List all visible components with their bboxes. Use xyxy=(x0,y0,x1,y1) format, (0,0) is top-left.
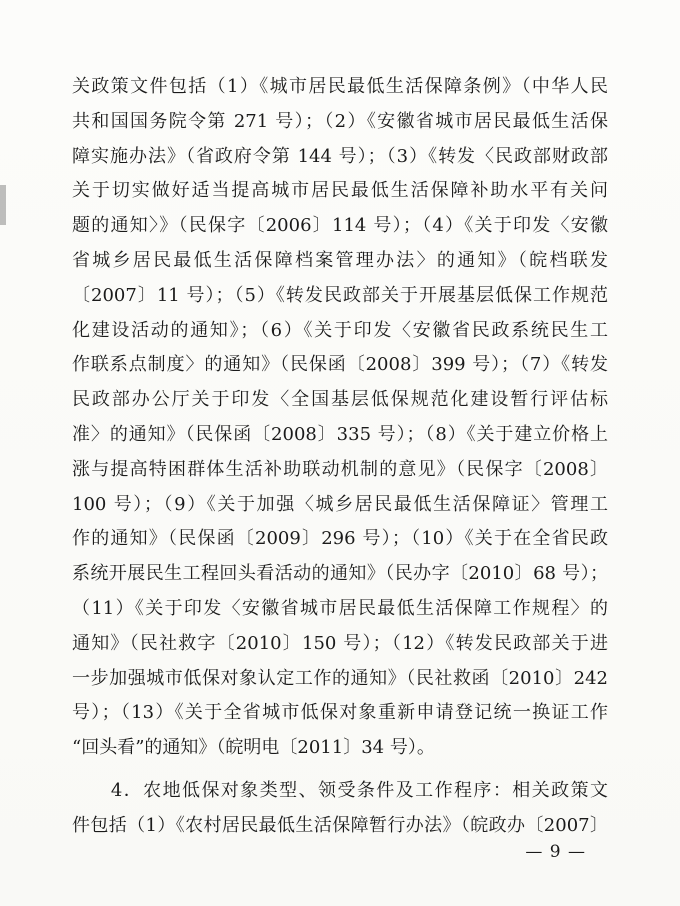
text-line: 涨与提高特困群体生活补助联动机制的意见》（民保字〔2008〕 xyxy=(72,458,608,480)
paragraph-4-line: 4．农地低保对象类型、领受条件及工作程序：相关政策文 xyxy=(72,779,608,801)
text-line: 一步加强城市低保对象认定工作的通知》（民社救函〔2010〕242 xyxy=(72,667,608,689)
paragraph-4-line: 件包括（1）《农村居民最低生活保障暂行办法》（皖政办〔2007〕 xyxy=(72,814,608,836)
text-line: （11）《关于印发〈安徽省城市居民最低生活保障工作规程〉的 xyxy=(72,597,608,619)
binding-mark xyxy=(0,185,6,225)
text-line: 通知》（民社救字〔2010〕150 号）；（12）《转发民政部关于进 xyxy=(72,632,608,654)
document-body xyxy=(72,70,608,844)
text-line: 关政策文件包括（1）《城市居民最低生活保障条例》（中华人民 xyxy=(72,76,608,97)
text-line: 民政部办公厅关于印发〈全国基层低保规范化建设暂行评估标 xyxy=(72,389,608,411)
text-line: 准〉的通知》（民保函〔2008〕335 号）；（8）《关于建立价格上 xyxy=(72,423,608,445)
text-line: 作的通知》（民保函〔2009〕296 号）；（10）《关于在全省民政 xyxy=(72,528,608,550)
text-line: 100 号）；（9）《关于加强〈城乡居民最低生活保障证〉管理工 xyxy=(72,493,608,515)
text-line: 系统开展民生工程回头看活动的通知》（民办字〔2010〕68 号）； xyxy=(72,563,608,585)
text-line: 关于切实做好适当提高城市居民最低生活保障补助水平有关问 xyxy=(72,180,608,202)
text-line: 省城乡居民最低生活保障档案管理办法〉的通知》（皖档联发 xyxy=(72,249,608,271)
text-line: “回头看”的通知》（皖明电〔2011〕34 号）。 xyxy=(72,737,435,759)
text-line: 号）；（13）《关于全省城市低保对象重新申请登记统一换证工作 xyxy=(72,702,608,724)
page-number: — 9 — xyxy=(525,842,586,862)
text-line: 共和国国务院令第 271 号）；（2）《安徽省城市居民最低生活保 xyxy=(72,110,608,132)
text-line: 障实施办法》（省政府令第 144 号）；（3）《转发〈民政部财政部 xyxy=(72,145,608,167)
text-line: 题的通知〉》（民保字〔2006〕114 号）；（4）《关于印发〈安徽 xyxy=(72,215,608,237)
text-line: 〔2007〕11 号）；（5）《转发民政部关于开展基层低保工作规范 xyxy=(72,284,608,306)
text-line: 化建设活动的通知》；（6）《关于印发〈安徽省民政系统民生工 xyxy=(72,319,608,341)
text-line: 作联系点制度〉的通知》（民保函〔2008〕399 号）；（7）《转发 xyxy=(72,354,608,376)
